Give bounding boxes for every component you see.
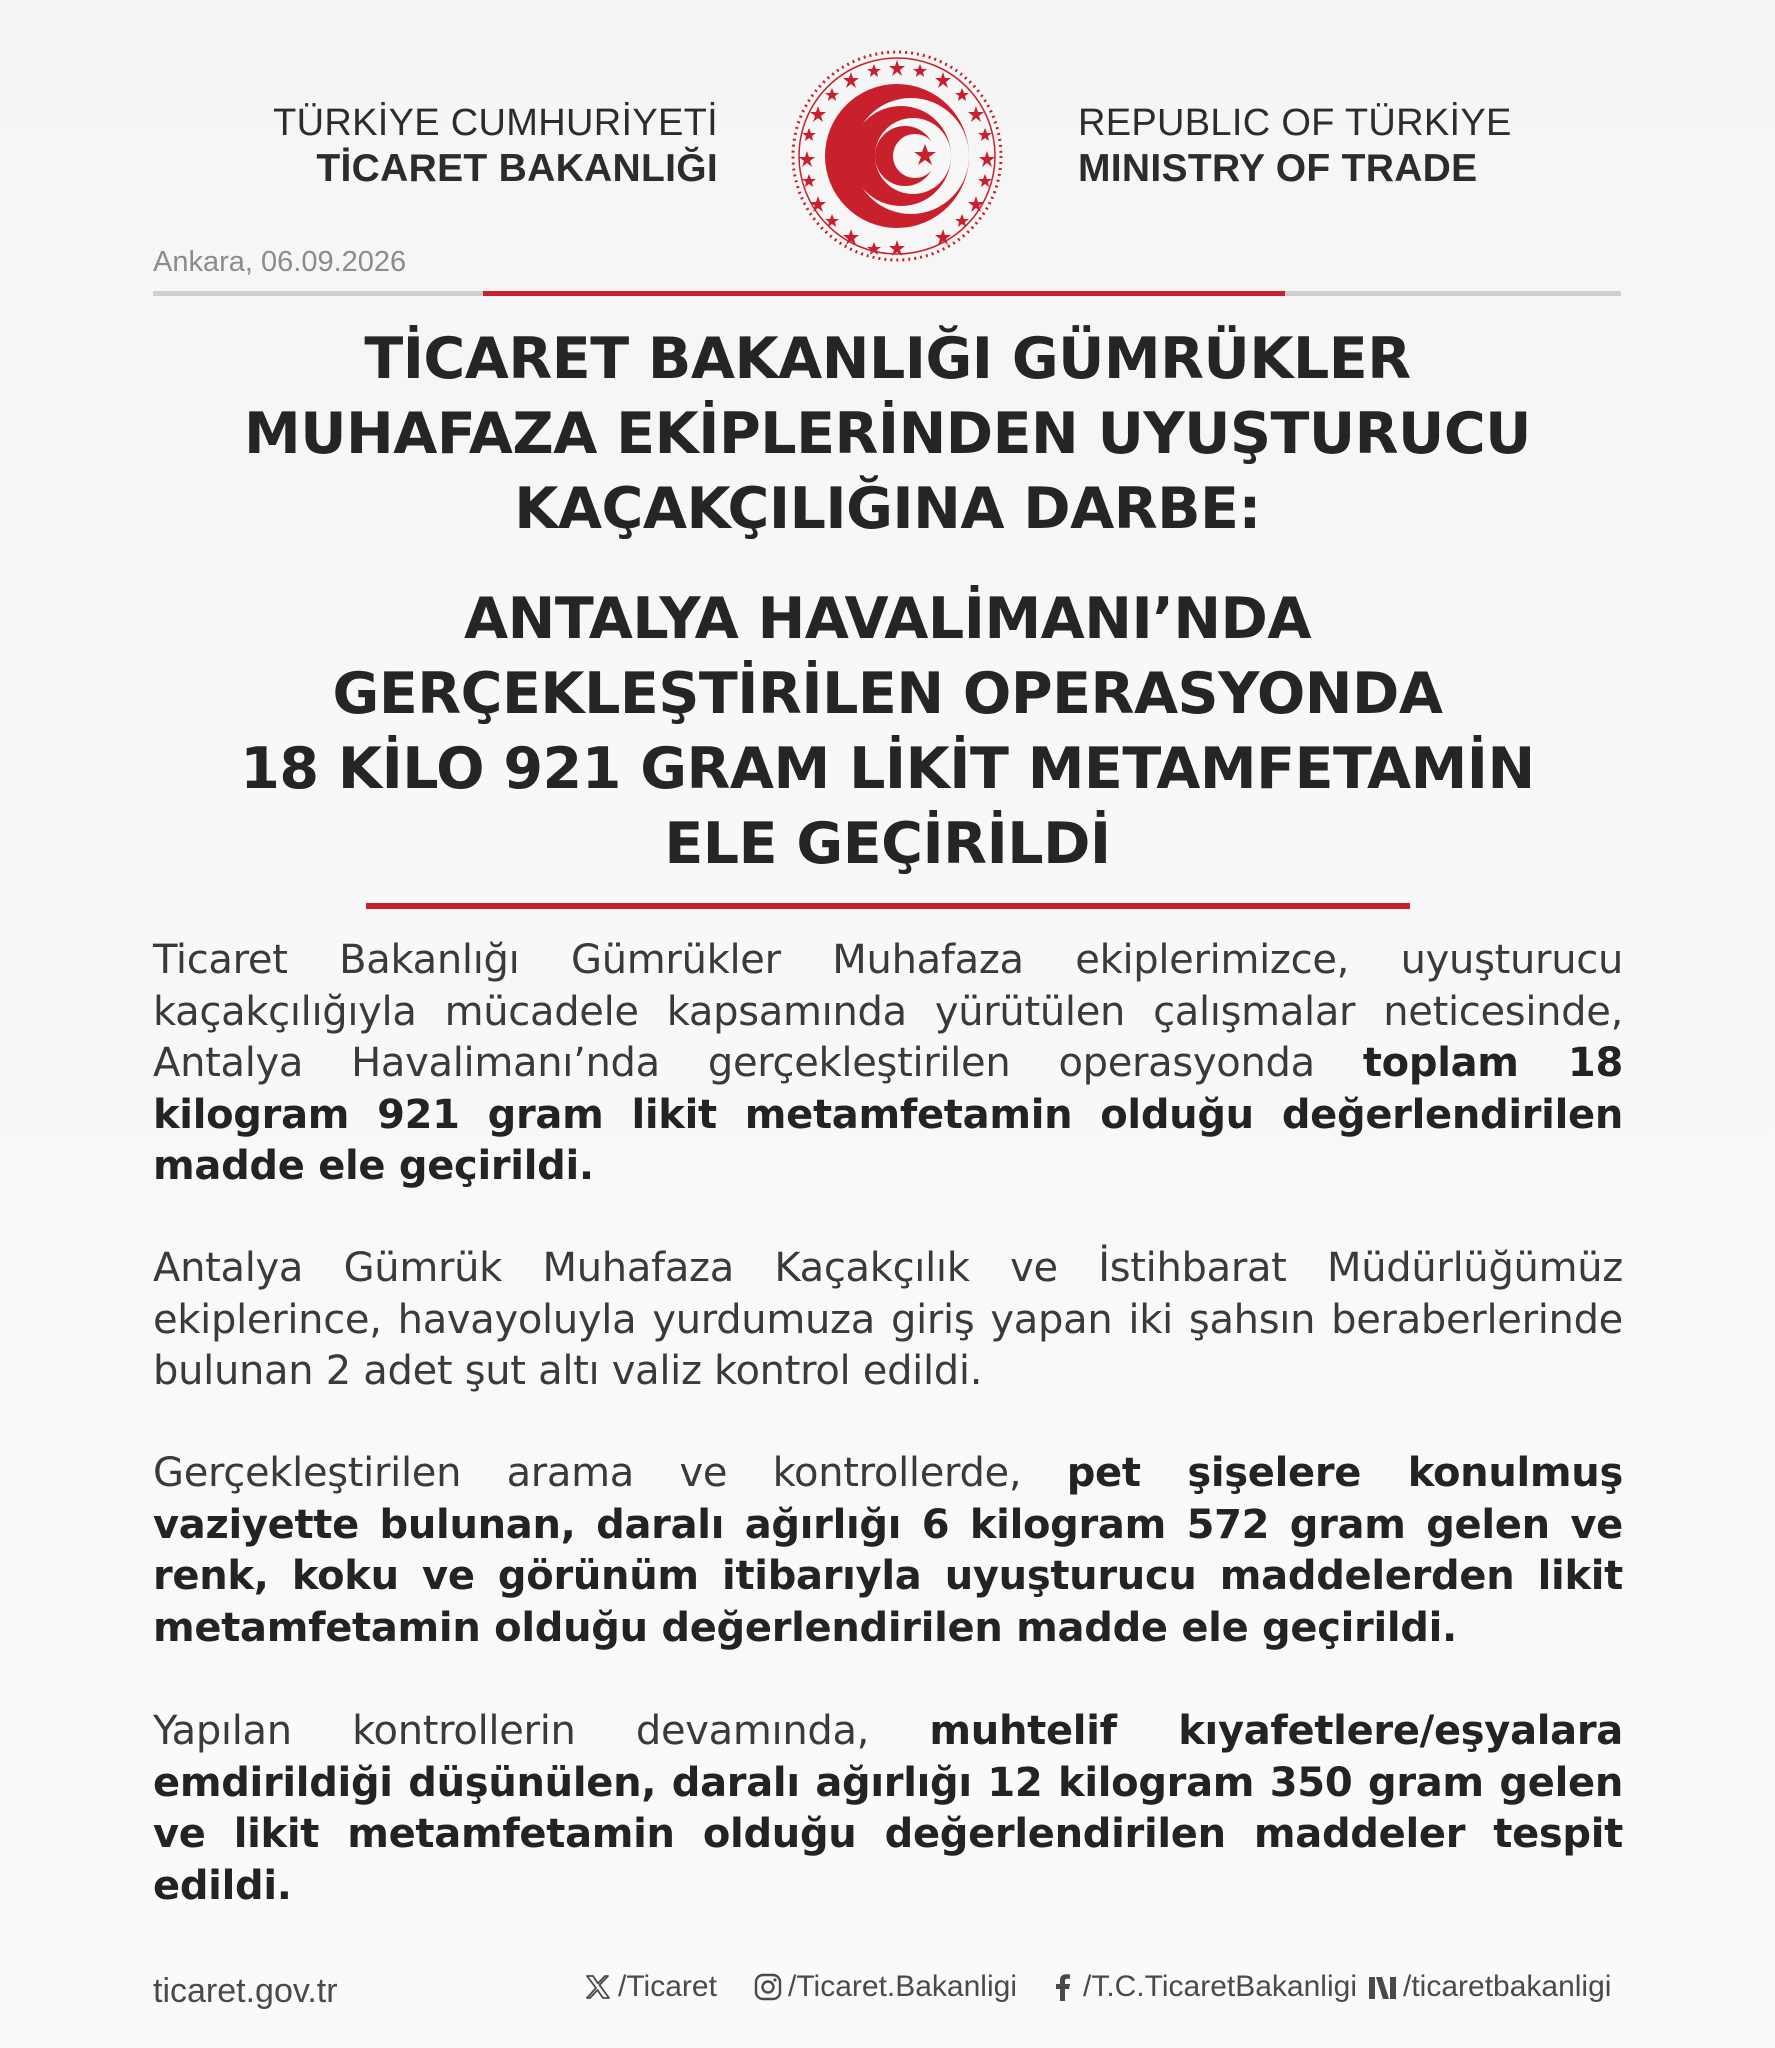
subheadline-line: 18 KİLO 921 GRAM LİKİT METAMFETAMİN (240, 736, 1535, 802)
subheadline-line: ELE GEÇİRİLDİ (664, 811, 1111, 877)
paragraph-emphasis: pet şişelere konulmuş vaziyette bulunan, daralı ağırlığı 6 kilogram 572 gram gelen ve renk, koku ve görünüm itibarıyla uyuşturucu maddelerden likit metamfetamin olduğu değerlendirilen madde ele geçirildi. (153, 1450, 1623, 1651)
body-paragraph-4 (153, 1706, 1623, 1912)
subheadline-line: ANTALYA HAVALİMANI’NDA (464, 586, 1311, 652)
social-instagram-link[interactable] (752, 1970, 1017, 2004)
social-facebook-handle: /T.C.TicaretBakanligi (1083, 1970, 1357, 2003)
header-left (250, 100, 718, 192)
top-divider-accent (483, 291, 1285, 296)
instagram-icon (752, 1971, 784, 2003)
paragraph-text: Antalya Gümrük Muhafaza Kaçakçılık ve İstihbarat Müdürlüğümüz ekiplerince, havayoluyla yurdumuza giriş yapan iki şahsın beraberlerinde bulunan 2 adet şut altı valiz kontrol edildi. (153, 1245, 1623, 1394)
nsosyal-icon (1367, 1971, 1399, 2003)
headline-line: MUHAFAZA EKİPLERİNDEN UYUŞTURUCU (244, 401, 1531, 467)
header-ministry-en: MINISTRY OF TRADE (1078, 147, 1478, 190)
facebook-icon (1047, 1971, 1079, 2003)
subheadline (150, 582, 1625, 882)
social-nsosyal-handle: /ticaretbakanligi (1403, 1970, 1612, 2003)
header-right (1078, 100, 1578, 192)
paragraph-text: Ticaret Bakanlığı Gümrükler Muhafaza ekiplerimizce, uyuşturucu kaçakçılığıyla mücadele kapsamında yürütülen çalışmalar neticesinde, Antalya Havalimanı’nda gerçekleştirilen operasyonda (153, 937, 1623, 1086)
header-ministry-tr: TİCARET BAKANLIĞI (316, 147, 718, 190)
headline (150, 322, 1625, 547)
paragraph-text: Yapılan kontrollerin devamında, (153, 1708, 930, 1754)
paragraph-emphasis: muhtelif kıyafetlere/eşyalara emdirildiği düşünülen, daralı ağırlığı 12 kilogram 350 gram gelen ve likit metamfetamin olduğu değerlendirilen maddeler tespit edildi. (153, 1708, 1623, 1909)
title-divider (366, 903, 1410, 909)
headline-line: KAÇAKÇILIĞINA DARBE: (514, 476, 1261, 542)
dateline: Ankara, 06.09.2026 (153, 246, 407, 278)
header-country-tr: TÜRKİYE CUMHURİYETİ (273, 102, 718, 144)
ministry-emblem-icon (787, 46, 1007, 266)
social-x-link[interactable] (582, 1970, 717, 2004)
social-nsosyal-link[interactable] (1367, 1970, 1611, 2004)
social-x-handle: /Ticaret (618, 1970, 717, 2003)
body-paragraph-1 (153, 935, 1623, 1193)
headline-line: TİCARET BAKANLIĞI GÜMRÜKLER (364, 326, 1411, 392)
header-country-en: REPUBLIC OF TÜRKİYE (1078, 102, 1512, 144)
body-paragraph-3 (153, 1448, 1623, 1654)
subheadline-line: GERÇEKLEŞTİRİLEN OPERASYONDA (332, 661, 1443, 727)
social-instagram-handle: /Ticaret.Bakanligi (788, 1970, 1017, 2003)
social-facebook-link[interactable] (1047, 1970, 1357, 2004)
website-link[interactable]: ticaret.gov.tr (153, 1972, 338, 2010)
body-paragraph-2 (153, 1243, 1623, 1398)
paragraph-emphasis: toplam 18 kilogram 921 gram likit metamfetamin olduğu değerlendirilen madde ele geçirildi. (153, 1040, 1623, 1189)
x-logo-icon (582, 1971, 614, 2003)
paragraph-text: Gerçekleştirilen arama ve kontrollerde, (153, 1450, 1067, 1496)
